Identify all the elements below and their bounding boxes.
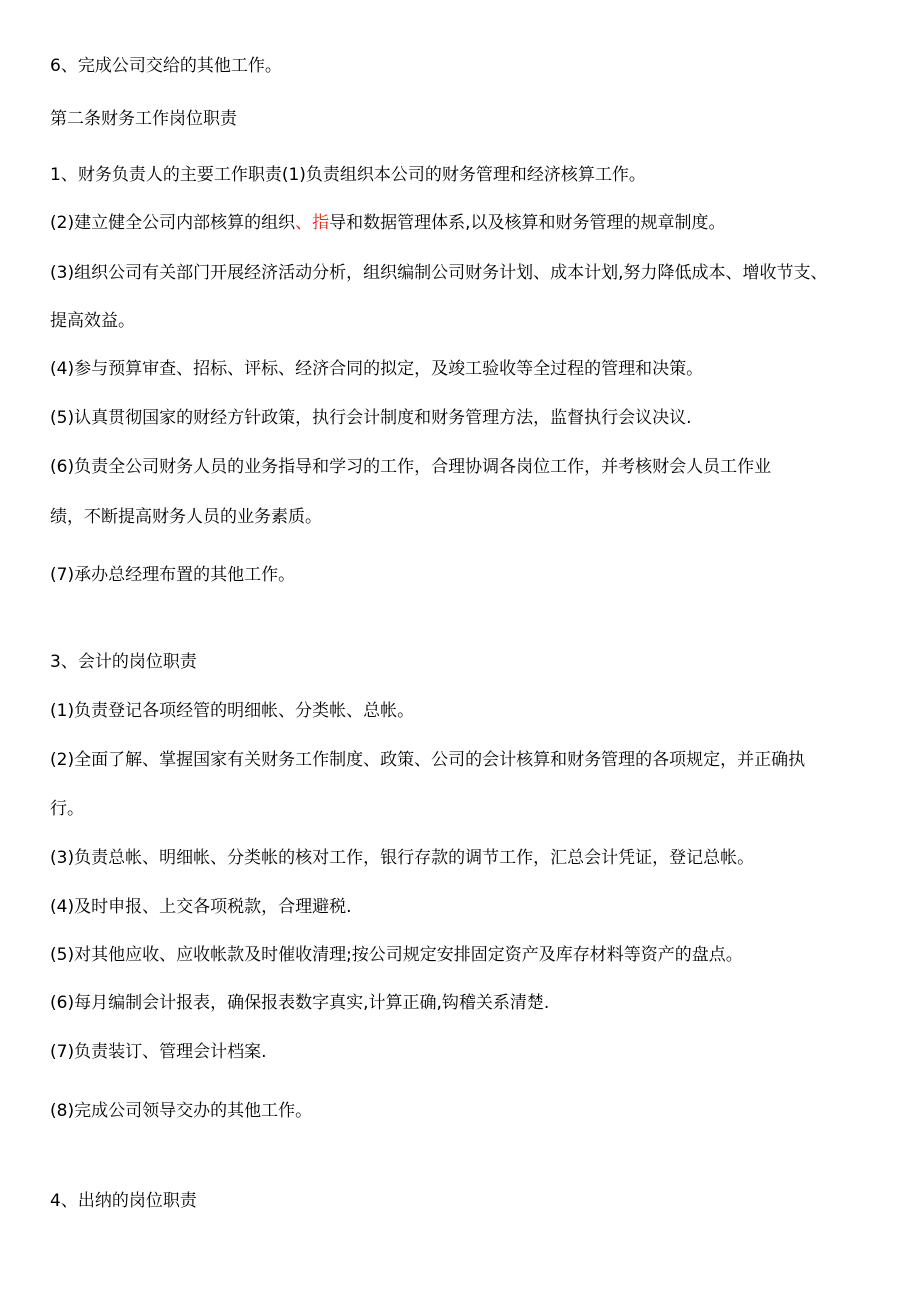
text-segment-after: 导和数据管理体系,以及核算和财务管理的规章制度。 [329,213,726,233]
text-line-1: 6、完成公司交给的其他工作。 [50,56,282,76]
section-heading-cashier: 4、出纳的岗位职责 [50,1191,197,1211]
text-line-9: (6)负责全公司财务人员的业务指导和学习的工作，合理协调各岗位工作，并考核财会人员工作业 [50,457,772,477]
text-line-4 [50,211,726,235]
text-line-5: (3)组织公司有关部门开展经济活动分析，组织编制公司财务计划、成本计划,努力降低成本、增收节支、 [50,263,828,283]
text-line-13: (1)负责登记各项经管的明细帐、分类帐、总帐。 [50,701,415,721]
text-line-10: 绩，不断提高财务人员的业务素质。 [50,507,322,527]
text-line-15: 行。 [50,799,84,819]
highlighted-text: 、指 [295,213,330,233]
text-line-19: (6)每月编制会计报表，确保报表数字真实,计算正确,钩稽关系清楚. [50,993,550,1013]
section-heading-finance-duties: 第二条财务工作岗位职责 [50,109,237,129]
text-segment-before: (2)建立健全公司内部核算的组织 [50,213,296,233]
text-line-17: (4)及时申报、上交各项税款，合理避税. [50,897,352,917]
text-line-11: (7)承办总经理布置的其他工作。 [50,565,296,585]
text-line-18: (5)对其他应收、应收帐款及时催收清理;按公司规定安排固定资产及库存材料等资产的盘点。 [50,945,743,965]
text-line-14: (2)全面了解、掌握国家有关财务工作制度、政策、公司的会计核算和财务管理的各项规定，并正确执 [50,750,806,770]
text-line-7: (4)参与预算审查、招标、评标、经济合同的拟定，及竣工验收等全过程的管理和决策。 [50,359,704,379]
text-line-21: (8)完成公司领导交办的其他工作。 [50,1101,313,1121]
text-line-20: (7)负责装订、管理会计档案. [50,1042,267,1062]
text-line-8: (5)认真贯彻国家的财经方针政策，执行会计制度和财务管理方法，监督执行会议决议. [50,408,692,428]
text-line-6: 提高效益。 [50,311,135,331]
text-line-3: 1、财务负责人的主要工作职责(1)负责组织本公司的财务管理和经济核算工作。 [50,165,646,185]
section-heading-accounting: 3、会计的岗位职责 [50,652,197,672]
text-line-16: (3)负责总帐、明细帐、分类帐的核对工作，银行存款的调节工作，汇总会计凭证，登记总帐。 [50,848,755,868]
